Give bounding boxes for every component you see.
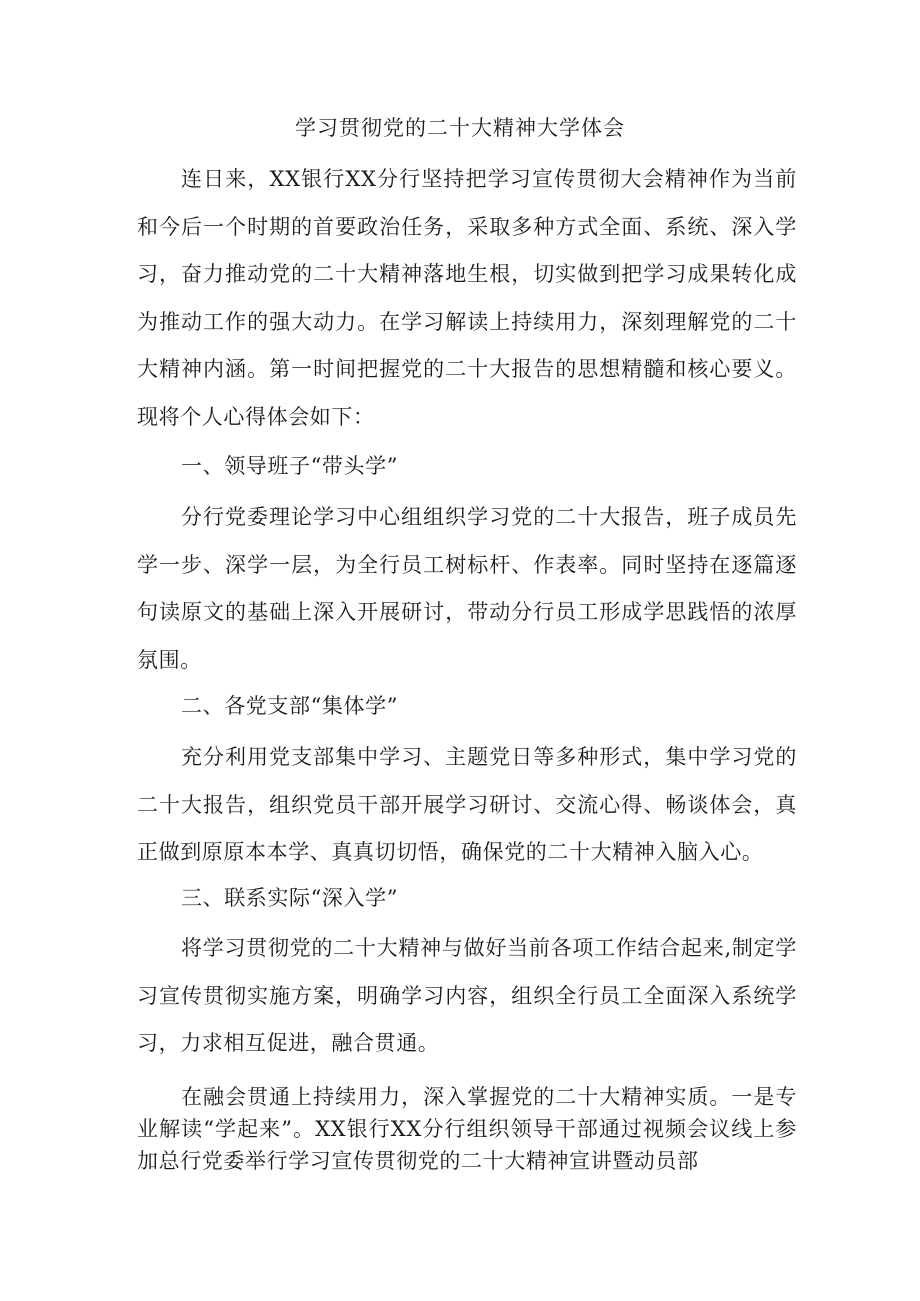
document-title: 学习贯彻党的二十大精神大学体会 (295, 116, 625, 140)
section-body-3: 将学习贯彻党的二十大精神与做好当前各项工作结合起来,制定学习宣传贯彻实施方案，明确学习内容，组织全行员工全面深入系统学习，力求相互促进，融合贯通。 (137, 936, 797, 1056)
section-heading-2: 二、各党支部“集体学” (181, 694, 399, 718)
section-body-1: 分行党委理论学习中心组组织学习党的二十大报告，班子成员先学一步、深学一层，为全行员工树标杆、作表率。同时坚持在逐篇逐句读原文的基础上深入开展研讨，带动分行员工形成学思践悟的浓厚氛围。 (137, 505, 797, 672)
section-heading-3: 三、联系实际“深入学” (181, 886, 399, 910)
intro-paragraph: 连日来，XX银行XX分行坚持把学习宣传贯彻大会精神作为当前和今后一个时期的首要政治任务，采取多种方式全面、系统、深入学习，奋力推动党的二十大精神落地生根，切实做到把学习成果转化成为推动工作的强大动力。在学习解读上持续用力，深刻理解党的二十大精神内涵。第一时间把握党的二十大报告的思想精髓和核心要义。现将个人心得体会如下： (137, 167, 797, 429)
section-body-2: 充分利用党支部集中学习、主题党日等多种形式，集中学习党的二十大报告，组织党员干部开展学习研讨、交流心得、畅谈体会，真正做到原原本本学、真真切切悟，确保党的二十大精神入脑入心。 (137, 745, 797, 865)
section-heading-1: 一、领导班子“带头学” (181, 454, 399, 478)
closing-paragraph: 在融会贯通上持续用力，深入掌握党的二十大精神实质。一是专业解读“学起来”。XX银行XX分行组织领导干部通过视频会议线上参加总行党委举行学习宣传贯彻党的二十大精神宣讲暨动员部 (137, 1085, 797, 1173)
